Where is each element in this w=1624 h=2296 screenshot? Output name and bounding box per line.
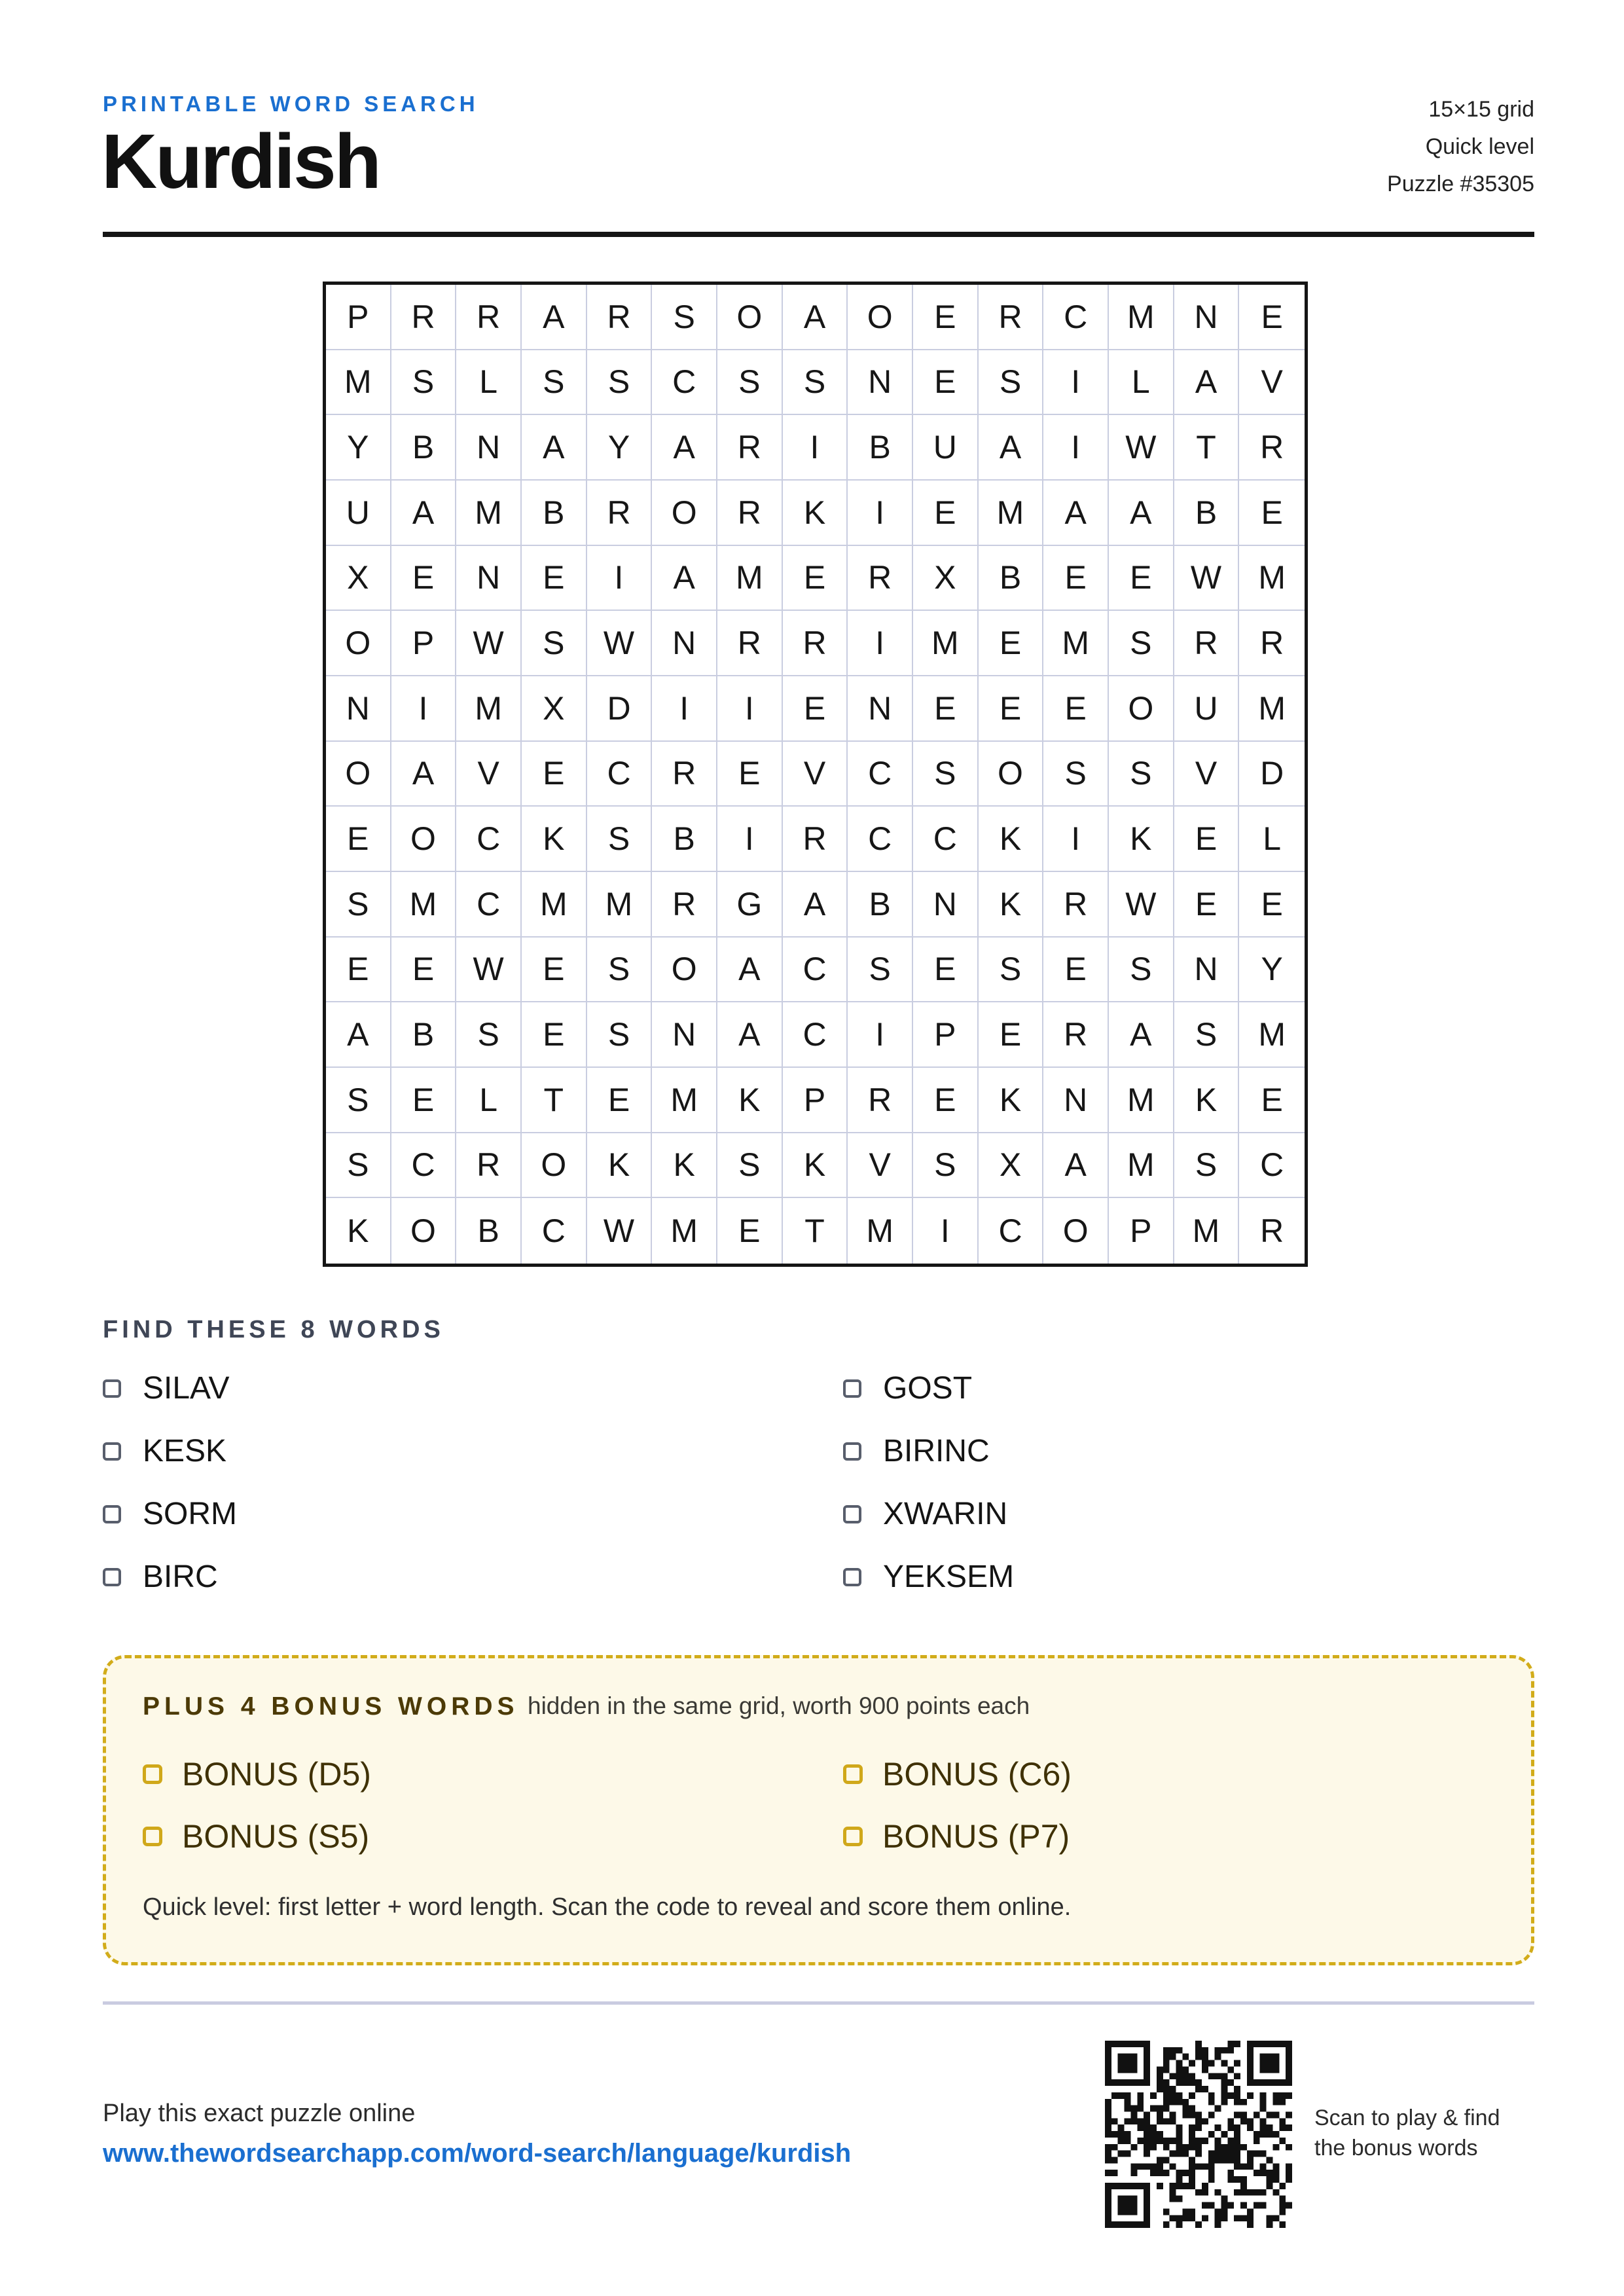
grid-cell[interactable]: C	[587, 742, 653, 807]
grid-cell[interactable]: K	[1174, 1068, 1240, 1133]
grid-cell[interactable]: E	[913, 481, 979, 546]
grid-cell[interactable]: M	[1043, 611, 1109, 676]
bonus-checkbox[interactable]	[843, 1827, 863, 1846]
grid-cell[interactable]: A	[522, 285, 587, 350]
letter-grid	[323, 282, 1308, 1267]
play-online-label: Play this exact puzzle online	[103, 2100, 416, 2127]
grid-cell[interactable]: D	[1239, 742, 1305, 807]
grid-cell[interactable]: I	[783, 415, 848, 481]
grid-cell[interactable]: O	[1043, 1198, 1109, 1264]
grid-cell[interactable]: C	[391, 1133, 457, 1199]
grid-cell[interactable]: A	[717, 938, 783, 1003]
grid-cell[interactable]: M	[1109, 1133, 1174, 1199]
grid-cell[interactable]: E	[979, 611, 1044, 676]
grid-cell[interactable]: S	[326, 872, 391, 938]
grid-cell[interactable]: W	[1109, 415, 1174, 481]
grid-cell[interactable]: R	[848, 1068, 913, 1133]
grid-cell[interactable]: E	[717, 742, 783, 807]
grid-cell[interactable]: A	[783, 285, 848, 350]
grid-cell[interactable]: M	[326, 350, 391, 416]
bonus-subheading: hidden in the same grid, worth 900 points each	[528, 1692, 1030, 1719]
word-label: BIRINC	[883, 1434, 990, 1468]
grid-cell[interactable]: O	[979, 742, 1044, 807]
grid-cell[interactable]: O	[717, 285, 783, 350]
grid-cell[interactable]: S	[326, 1133, 391, 1199]
grid-cell[interactable]: S	[587, 350, 653, 416]
grid-cell[interactable]: N	[913, 872, 979, 938]
grid-cell[interactable]: R	[1043, 872, 1109, 938]
scan-caption-line-2: the bonus words	[1314, 2136, 1478, 2160]
grid-cell[interactable]: A	[783, 872, 848, 938]
grid-cell[interactable]: B	[979, 546, 1044, 611]
grid-cell[interactable]: I	[848, 1002, 913, 1068]
grid-cell[interactable]: A	[522, 415, 587, 481]
word-label: SILAV	[143, 1371, 230, 1406]
puzzle-id-label: Puzzle #35305	[1387, 172, 1534, 196]
footer-divider	[103, 2001, 1534, 2005]
grid-cell[interactable]: M	[913, 611, 979, 676]
grid-cell[interactable]: K	[326, 1198, 391, 1264]
grid-cell[interactable]: K	[979, 807, 1044, 872]
grid-cell[interactable]: S	[522, 350, 587, 416]
grid-cell[interactable]: C	[783, 1002, 848, 1068]
bonus-heading: PLUS 4 BONUS WORDS	[143, 1692, 519, 1721]
checkbox[interactable]	[103, 1505, 121, 1523]
grid-cell[interactable]: E	[522, 546, 587, 611]
grid-cell[interactable]: B	[848, 872, 913, 938]
grid-cell[interactable]: A	[1109, 1002, 1174, 1068]
grid-cell[interactable]: R	[1174, 611, 1240, 676]
word-item[interactable]	[103, 1370, 230, 1406]
grid-cell[interactable]: N	[652, 1002, 717, 1068]
grid-cell[interactable]: C	[522, 1198, 587, 1264]
grid-cell[interactable]: R	[783, 807, 848, 872]
grid-cell[interactable]: O	[1109, 676, 1174, 742]
bonus-checkbox[interactable]	[143, 1827, 162, 1846]
grid-cell[interactable]: V	[1239, 350, 1305, 416]
grid-cell[interactable]: I	[587, 546, 653, 611]
grid-cell[interactable]: E	[326, 807, 391, 872]
grid-cell[interactable]: A	[391, 742, 457, 807]
grid-cell[interactable]: M	[652, 1068, 717, 1133]
grid-cell[interactable]: B	[522, 481, 587, 546]
grid-cell[interactable]: E	[1174, 872, 1240, 938]
grid-cell[interactable]: E	[1239, 1068, 1305, 1133]
grid-cell[interactable]: I	[848, 481, 913, 546]
grid-cell[interactable]: A	[1109, 481, 1174, 546]
grid-cell[interactable]: N	[326, 676, 391, 742]
grid-cell[interactable]: R	[391, 285, 457, 350]
grid-cell[interactable]: N	[1043, 1068, 1109, 1133]
grid-cell[interactable]: S	[522, 611, 587, 676]
grid-cell[interactable]: C	[652, 350, 717, 416]
bonus-word-label: BONUS (S5)	[182, 1818, 370, 1855]
grid-cell[interactable]: R	[587, 285, 653, 350]
word-item[interactable]	[843, 1496, 1007, 1532]
grid-cell[interactable]: N	[1174, 285, 1240, 350]
grid-cell[interactable]: D	[587, 676, 653, 742]
checkbox[interactable]	[843, 1568, 861, 1586]
grid-cell[interactable]: L	[456, 350, 522, 416]
grid-cell[interactable]: E	[522, 938, 587, 1003]
scan-caption-line-1: Scan to play & find	[1314, 2105, 1500, 2130]
grid-cell[interactable]: C	[848, 807, 913, 872]
bonus-word-label: BONUS (P7)	[882, 1818, 1070, 1855]
grid-cell[interactable]: M	[979, 481, 1044, 546]
grid-cell[interactable]: E	[717, 1198, 783, 1264]
word-label: YEKSEM	[883, 1559, 1015, 1594]
grid-cell[interactable]: I	[652, 676, 717, 742]
grid-cell[interactable]: K	[1109, 807, 1174, 872]
grid-cell[interactable]: S	[913, 742, 979, 807]
grid-cell[interactable]: S	[979, 938, 1044, 1003]
grid-cell[interactable]: O	[391, 1198, 457, 1264]
word-item[interactable]	[103, 1559, 218, 1595]
grid-cell[interactable]: I	[913, 1198, 979, 1264]
grid-cell[interactable]: K	[783, 1133, 848, 1199]
grid-cell[interactable]: A	[326, 1002, 391, 1068]
grid-cell[interactable]: E	[1174, 807, 1240, 872]
grid-cell[interactable]: T	[1174, 415, 1240, 481]
grid-cell[interactable]: S	[456, 1002, 522, 1068]
grid-cell[interactable]: O	[391, 807, 457, 872]
grid-cell[interactable]: I	[391, 676, 457, 742]
grid-cell[interactable]: B	[456, 1198, 522, 1264]
grid-cell[interactable]: O	[326, 611, 391, 676]
grid-cell[interactable]: M	[717, 546, 783, 611]
grid-cell[interactable]: S	[717, 350, 783, 416]
grid-cell[interactable]: S	[391, 350, 457, 416]
grid-cell[interactable]: O	[652, 481, 717, 546]
page-title: Kurdish	[101, 118, 380, 205]
grid-cell[interactable]: K	[979, 1068, 1044, 1133]
grid-cell[interactable]: E	[1043, 676, 1109, 742]
grid-cell[interactable]: A	[1174, 350, 1240, 416]
grid-cell[interactable]: N	[456, 546, 522, 611]
bonus-checkbox[interactable]	[843, 1764, 863, 1784]
grid-cell[interactable]: U	[913, 415, 979, 481]
grid-cell[interactable]: M	[1109, 1068, 1174, 1133]
grid-cell[interactable]: O	[652, 938, 717, 1003]
grid-cell[interactable]: R	[587, 481, 653, 546]
checkbox[interactable]	[103, 1379, 121, 1398]
grid-cell[interactable]: R	[456, 1133, 522, 1199]
grid-cell[interactable]: C	[456, 872, 522, 938]
grid-cell[interactable]: M	[522, 872, 587, 938]
grid-cell[interactable]: E	[1109, 546, 1174, 611]
grid-size-label: 15×15 grid	[1428, 97, 1534, 122]
grid-cell[interactable]: A	[652, 415, 717, 481]
grid-cell[interactable]: V	[848, 1133, 913, 1199]
grid-cell[interactable]: K	[979, 872, 1044, 938]
grid-cell[interactable]: K	[783, 481, 848, 546]
grid-cell[interactable]: C	[1239, 1133, 1305, 1199]
grid-cell[interactable]: S	[326, 1068, 391, 1133]
grid-cell[interactable]: B	[391, 1002, 457, 1068]
grid-cell[interactable]: E	[391, 938, 457, 1003]
grid-cell[interactable]: M	[456, 676, 522, 742]
checkbox[interactable]	[103, 1568, 121, 1586]
grid-cell[interactable]: E	[913, 350, 979, 416]
grid-cell[interactable]: I	[1043, 350, 1109, 416]
grid-cell[interactable]: O	[326, 742, 391, 807]
grid-cell[interactable]: M	[1239, 1002, 1305, 1068]
grid-cell[interactable]: E	[1239, 872, 1305, 938]
grid-cell[interactable]: W	[456, 938, 522, 1003]
grid-cell[interactable]: R	[1260, 1212, 1284, 1250]
grid-cell[interactable]: A	[979, 415, 1044, 481]
grid-cell[interactable]: T	[522, 1068, 587, 1133]
grid-cell[interactable]: E	[391, 1068, 457, 1133]
grid-cell[interactable]: S	[587, 1002, 653, 1068]
grid-cell[interactable]: R	[1239, 415, 1305, 481]
grid-cell[interactable]: S	[652, 285, 717, 350]
grid-cell[interactable]: S	[783, 350, 848, 416]
grid-cell[interactable]: S	[1109, 742, 1174, 807]
grid-cell[interactable]: O	[522, 1133, 587, 1199]
grid-cell[interactable]: X	[913, 546, 979, 611]
grid-cell[interactable]: A	[391, 481, 457, 546]
grid-cell[interactable]: A	[1043, 1133, 1109, 1199]
grid-cell[interactable]: S	[1174, 1133, 1240, 1199]
grid-cell[interactable]: I	[717, 807, 783, 872]
word-label: BIRC	[143, 1559, 218, 1594]
bonus-word-item[interactable]	[143, 1755, 371, 1793]
grid-cell[interactable]: I	[717, 676, 783, 742]
grid-cell[interactable]: E	[587, 1068, 653, 1133]
grid-cell[interactable]: S	[979, 350, 1044, 416]
grid-cell[interactable]: L	[456, 1068, 522, 1133]
word-item[interactable]	[843, 1559, 1014, 1595]
grid-cell[interactable]: K	[522, 807, 587, 872]
checkbox[interactable]	[843, 1379, 861, 1398]
level-label: Quick level	[1425, 134, 1534, 159]
grid-cell[interactable]: R	[979, 285, 1044, 350]
grid-cell[interactable]: B	[652, 807, 717, 872]
grid-cell[interactable]: Y	[1239, 938, 1305, 1003]
grid-cell[interactable]: R	[652, 872, 717, 938]
grid-cell[interactable]: E	[1043, 546, 1109, 611]
grid-cell[interactable]: B	[391, 415, 457, 481]
grid-cell[interactable]: P	[326, 285, 391, 350]
grid-cell[interactable]: R	[456, 285, 522, 350]
grid-cell[interactable]: I	[848, 611, 913, 676]
grid-cell[interactable]: S	[717, 1133, 783, 1199]
letter-grid-cells	[326, 285, 1305, 1264]
grid-cell[interactable]: M	[587, 872, 653, 938]
grid-cell[interactable]: C	[783, 938, 848, 1003]
grid-cell[interactable]: K	[652, 1133, 717, 1199]
grid-cell[interactable]: B	[848, 415, 913, 481]
checkbox[interactable]	[843, 1442, 861, 1461]
grid-cell[interactable]: M	[391, 872, 457, 938]
grid-cell[interactable]: R	[717, 415, 783, 481]
grid-cell[interactable]: M	[652, 1198, 717, 1264]
grid-cell[interactable]: R	[717, 611, 783, 676]
grid-cell[interactable]: W	[1109, 872, 1174, 938]
bonus-word-item[interactable]	[843, 1817, 1070, 1855]
grid-cell[interactable]: E	[783, 546, 848, 611]
grid-cell[interactable]: A	[652, 546, 717, 611]
header-divider	[103, 232, 1534, 237]
grid-cell[interactable]: G	[717, 872, 783, 938]
word-label: SORM	[143, 1497, 237, 1531]
grid-cell[interactable]: V	[783, 742, 848, 807]
bonus-word-label: BONUS (D5)	[182, 1756, 371, 1793]
grid-cell[interactable]: S	[1109, 938, 1174, 1003]
grid-cell[interactable]: C	[456, 807, 522, 872]
grid-cell[interactable]: E	[1043, 938, 1109, 1003]
grid-cell[interactable]: W	[1174, 546, 1240, 611]
grid-cell[interactable]: E	[783, 676, 848, 742]
grid-cell[interactable]: W	[456, 611, 522, 676]
grid-cell[interactable]: K	[587, 1133, 653, 1199]
grid-cell[interactable]: W	[587, 611, 653, 676]
grid-cell[interactable]: T	[783, 1198, 848, 1264]
grid-cell[interactable]: M	[1109, 285, 1174, 350]
grid-cell[interactable]: E	[391, 546, 457, 611]
grid-cell[interactable]: O	[848, 285, 913, 350]
grid-cell[interactable]: Y	[326, 415, 391, 481]
grid-cell[interactable]: S	[1043, 742, 1109, 807]
grid-cell[interactable]: S	[587, 807, 653, 872]
grid-cell[interactable]: E	[1239, 285, 1305, 350]
word-label: XWARIN	[883, 1497, 1008, 1531]
grid-cell[interactable]: P	[913, 1002, 979, 1068]
grid-cell[interactable]: P	[391, 611, 457, 676]
grid-cell[interactable]: X	[979, 1133, 1044, 1199]
grid-cell[interactable]: M	[456, 481, 522, 546]
grid-cell[interactable]: A	[717, 1002, 783, 1068]
puzzle-url-link[interactable]: www.thewordsearchapp.com/word-search/language/kurdish	[103, 2139, 852, 2168]
grid-cell[interactable]: M	[848, 1198, 913, 1264]
word-label: KESK	[143, 1434, 227, 1468]
bonus-word-item[interactable]	[143, 1817, 369, 1855]
grid-cell[interactable]: S	[848, 938, 913, 1003]
grid-cell[interactable]: E	[913, 1068, 979, 1133]
grid-cell[interactable]: E	[522, 742, 587, 807]
grid-cell[interactable]: R	[717, 481, 783, 546]
grid-cell[interactable]: R	[848, 546, 913, 611]
grid-cell[interactable]: R	[1043, 1002, 1109, 1068]
grid-cell[interactable]: W	[587, 1198, 653, 1264]
checkbox[interactable]	[103, 1442, 121, 1461]
grid-cell[interactable]: A	[1043, 481, 1109, 546]
grid-cell[interactable]: M	[1239, 546, 1305, 611]
grid-cell[interactable]: E	[979, 1002, 1044, 1068]
qr-code-icon[interactable]	[1105, 2041, 1292, 2228]
grid-cell[interactable]: R	[783, 611, 848, 676]
grid-cell[interactable]: P	[783, 1068, 848, 1133]
grid-cell[interactable]: S	[913, 1133, 979, 1199]
grid-cell[interactable]: X	[522, 676, 587, 742]
grid-cell[interactable]: U	[326, 481, 391, 546]
grid-cell[interactable]: N	[456, 415, 522, 481]
kicker-label: PRINTABLE WORD SEARCH	[103, 92, 479, 116]
grid-cell[interactable]: E	[326, 938, 391, 1003]
grid-cell[interactable]: L	[1239, 807, 1305, 872]
grid-cell[interactable]: E	[913, 285, 979, 350]
grid-cell[interactable]: B	[1174, 481, 1240, 546]
grid-cell[interactable]: S	[587, 938, 653, 1003]
grid-cell[interactable]: N	[848, 676, 913, 742]
grid-cell[interactable]: Y	[587, 415, 653, 481]
grid-cell[interactable]: E	[913, 938, 979, 1003]
grid-cell[interactable]: E	[913, 676, 979, 742]
grid-cell[interactable]: C	[979, 1198, 1044, 1264]
word-item[interactable]	[843, 1370, 972, 1406]
grid-cell[interactable]: R	[652, 742, 717, 807]
grid-cell[interactable]: I	[1043, 415, 1109, 481]
grid-cell[interactable]: U	[1174, 676, 1240, 742]
grid-cell[interactable]: S	[1174, 1002, 1240, 1068]
grid-cell[interactable]: V	[1174, 742, 1240, 807]
word-label: GOST	[883, 1371, 973, 1406]
grid-cell[interactable]: X	[326, 546, 391, 611]
grid-cell[interactable]: N	[848, 350, 913, 416]
grid-cell[interactable]: M	[1174, 1198, 1240, 1264]
grid-cell[interactable]: R	[1239, 611, 1305, 676]
word-list-heading: FIND THESE 8 WORDS	[103, 1316, 444, 1343]
grid-cell[interactable]: C	[913, 807, 979, 872]
checkbox[interactable]	[843, 1505, 861, 1523]
word-item[interactable]	[103, 1433, 226, 1469]
grid-cell[interactable]: C	[848, 742, 913, 807]
grid-cell[interactable]: C	[1043, 285, 1109, 350]
grid-cell[interactable]: E	[522, 1002, 587, 1068]
grid-cell[interactable]: L	[1109, 350, 1174, 416]
bonus-checkbox[interactable]	[143, 1764, 162, 1784]
grid-cell[interactable]: E	[979, 676, 1044, 742]
grid-cell[interactable]: K	[717, 1068, 783, 1133]
grid-cell[interactable]: I	[1043, 807, 1109, 872]
bonus-word-label: BONUS (C6)	[882, 1756, 1072, 1793]
grid-cell[interactable]: S	[1109, 611, 1174, 676]
grid-cell[interactable]: M	[1239, 676, 1305, 742]
grid-cell[interactable]: P	[1109, 1198, 1174, 1264]
bonus-note: Quick level: first letter + word length. Scan the code to reveal and score them online.	[143, 1893, 1072, 1921]
grid-cell[interactable]: E	[1239, 481, 1305, 546]
word-item[interactable]	[843, 1433, 990, 1469]
grid-cell[interactable]: N	[1174, 938, 1240, 1003]
grid-cell[interactable]: V	[456, 742, 522, 807]
word-item[interactable]	[103, 1496, 237, 1532]
grid-cell[interactable]: N	[652, 611, 717, 676]
bonus-word-item[interactable]	[843, 1755, 1072, 1793]
